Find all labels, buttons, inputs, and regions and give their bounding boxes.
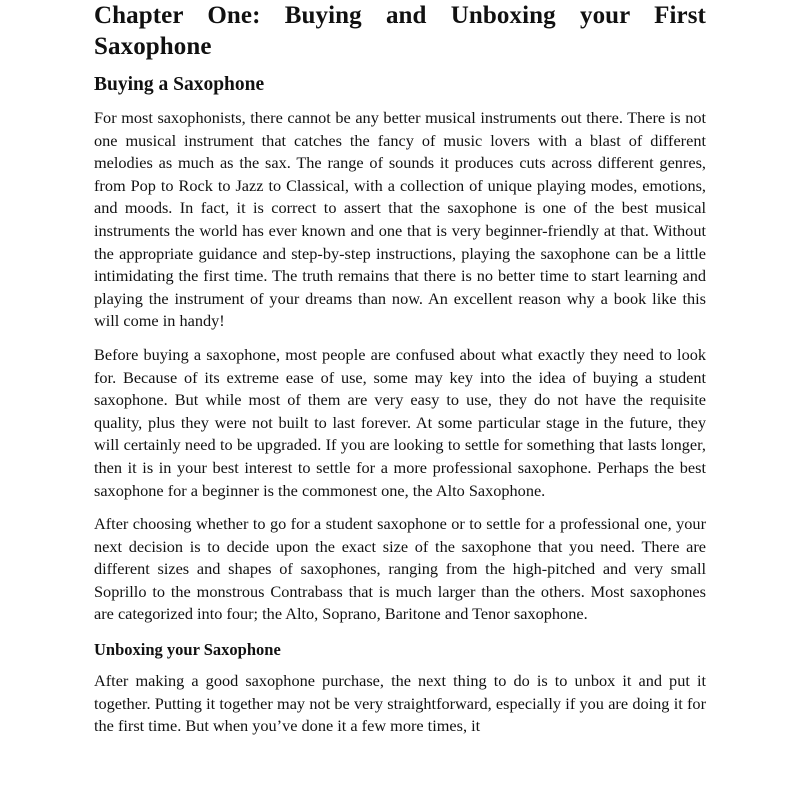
chapter-title: Chapter One: Buying and Unboxing your First Saxophone: [94, 2, 706, 60]
document-page: [94, 0, 706, 738]
section-heading-unboxing: Unboxing your Saxophone: [94, 640, 281, 660]
paragraph: For most saxophonists, there cannot be any better musical instruments out there. There is not one musical instrument that catches the fancy of music lovers with a blast of different melodies as much as the sax. The range of sounds it produces cuts across different genres, from Pop to Rock to Jazz to Classical, with a collection of unique playing modes, emotions, and moods. In fact, it is correct to assert that the saxophone is one of the best musical instruments the world has ever known and one that is very beginner-friendly at that. Without the appropriate guidance and step-by-step instructions, playing the saxophone can be a little intimidating the first time. The truth remains that there is no better time to start learning and playing the instrument of your dreams than now. An excellent reason why a book like this will come in handy!: [94, 108, 706, 331]
paragraph: After choosing whether to go for a student saxophone or to settle for a professional one, your next decision is to decide upon the exact size of the saxophone that you need. There are different sizes and shapes of saxophones, ranging from the high-pitched and very small Soprillo to the monstrous Contrabass that is much larger than the others. Most saxophones are categorized into four; the Alto, Soprano, Baritone and Tenor saxophone.: [94, 514, 706, 624]
paragraph: Before buying a saxophone, most people are confused about what exactly they need to look for. Because of its extreme ease of use, some may key into the idea of buying a student saxophone. But while most of them are very easy to use, they do not have the requisite quality, plus they were not built to last forever. At some particular stage in the future, they will certainly need to be upgraded. If you are looking to settle for something that lasts longer, then it is in your best interest to settle for a more professional saxophone. Perhaps the best saxophone for a beginner is the commonest one, the Alto Saxophone.: [94, 344, 706, 500]
section-heading-buying: Buying a Saxophone: [94, 74, 265, 95]
paragraph: After making a good saxophone purchase, the next thing to do is to unbox it and put it together. Putting it together may not be very straightforward, especially if you are doing it for the first time. But when you’ve done it a few more times, it: [94, 671, 706, 736]
